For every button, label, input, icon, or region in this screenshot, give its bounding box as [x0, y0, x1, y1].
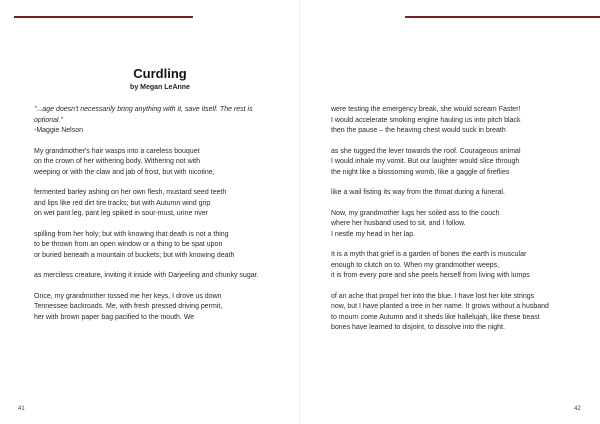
poem-line: enough to clutch on to. When my grandmother weeps, [331, 261, 500, 269]
stanza [34, 230, 284, 262]
poem-byline: by Megan LeAnne [130, 84, 190, 91]
poem-line: her with brown paper bag pacified to the mouth. We [34, 313, 195, 321]
poem-line: weeping or with the claw and jab of frost, but with nicotine, [34, 168, 215, 176]
poem-line: I nestle my head in her lap. [331, 230, 416, 238]
poem-line: the night like a blossoming womb, like a gaggle of fireflies [331, 168, 510, 176]
poem-line: and lips like red dirt tire tracks; but with Autumn wind grip [34, 199, 211, 207]
epigraph-line: optional." [34, 116, 63, 124]
poem-line: or buried beneath a mountain of buckets; but with knowing death [34, 251, 235, 259]
epigraph-line: "...age doesn't necessarily bring anything with it, save itself. The rest is [34, 106, 253, 113]
epigraph [34, 105, 284, 137]
right-page [300, 0, 600, 424]
poem-line: as she tugged the lever towards the roof. Courageous animal [331, 147, 521, 155]
right-page-body [331, 105, 581, 344]
epigraph-attribution: -Maggie Nelson [34, 127, 84, 134]
poem-line: of an ache that propel her into the blue. I have lost her kite strings [331, 292, 535, 300]
poem-line: bones have learned to disjoint, to dissolve into the night. [331, 324, 505, 331]
poem-line: to mourn come Autumn and it sheds like hallelujah, like these beast [331, 313, 540, 321]
poem-line: as merciless creature, inviting it inside with Darjeeling and chunky sugar. [34, 272, 259, 279]
stanza [331, 209, 581, 241]
stanza [331, 188, 581, 199]
poem-line: fermented barley ashing on her own flesh, mustard seed teeth [34, 189, 227, 196]
stanza [331, 292, 581, 334]
page-number-right: 42 [574, 406, 581, 412]
poem-line: Now, my grandmother lugs her soiled ass to the couch [331, 209, 500, 217]
poem-line: to be thrown from an open window or a thing to be spat upon [34, 241, 223, 248]
stanza [331, 105, 581, 137]
left-page [0, 0, 299, 424]
poem-line: It is a myth that grief is a garden of bones the earth is muscular [331, 251, 527, 258]
page-number-left: 41 [18, 406, 25, 412]
poem-line: like a wail fisting its way from the throat during a funeral. [331, 189, 505, 196]
stanza [34, 271, 284, 282]
poem-line: Tennessee backroads. Me, with fresh pressed driving permit, [34, 303, 223, 310]
poem-line: it is from every pore and she peels herself from living with lumps [331, 272, 530, 279]
poem-title: Curdling [133, 66, 187, 81]
poem-line: Once, my grandmother tossed me her keys, I drove us down [34, 292, 222, 300]
stanza [34, 147, 284, 179]
stanza [331, 147, 581, 179]
poem-line: on the crown of her withering body. Withering not with [34, 158, 201, 165]
left-page-body [34, 105, 284, 333]
stanza [34, 292, 284, 324]
poem-line: I would inhale my vomit. But our laughter would slice through [331, 158, 520, 165]
poem-line: I would accelerate smoking engine hauling us into pitch black [331, 116, 521, 124]
poem-line: then the pause – the heaving chest would suck in breath [331, 127, 506, 134]
stanza [331, 250, 581, 282]
stanza [34, 188, 284, 220]
poem-line: were testing the emergency break, she would scream Faster! [331, 106, 521, 113]
poem-line: now, but I have planted a tree in her name. It grows without a husband [331, 303, 549, 310]
poem-line: My grandmother's hair wasps into a careless bouquet [34, 147, 200, 155]
poem-line: on wet pant leg, pant leg spiked in sour-must, urine river [34, 210, 208, 217]
poem-line: spilling from her holy; but with knowing that death is not a thing [34, 230, 229, 238]
poem-line: where her husband used to sit, and I follow. [331, 220, 466, 227]
